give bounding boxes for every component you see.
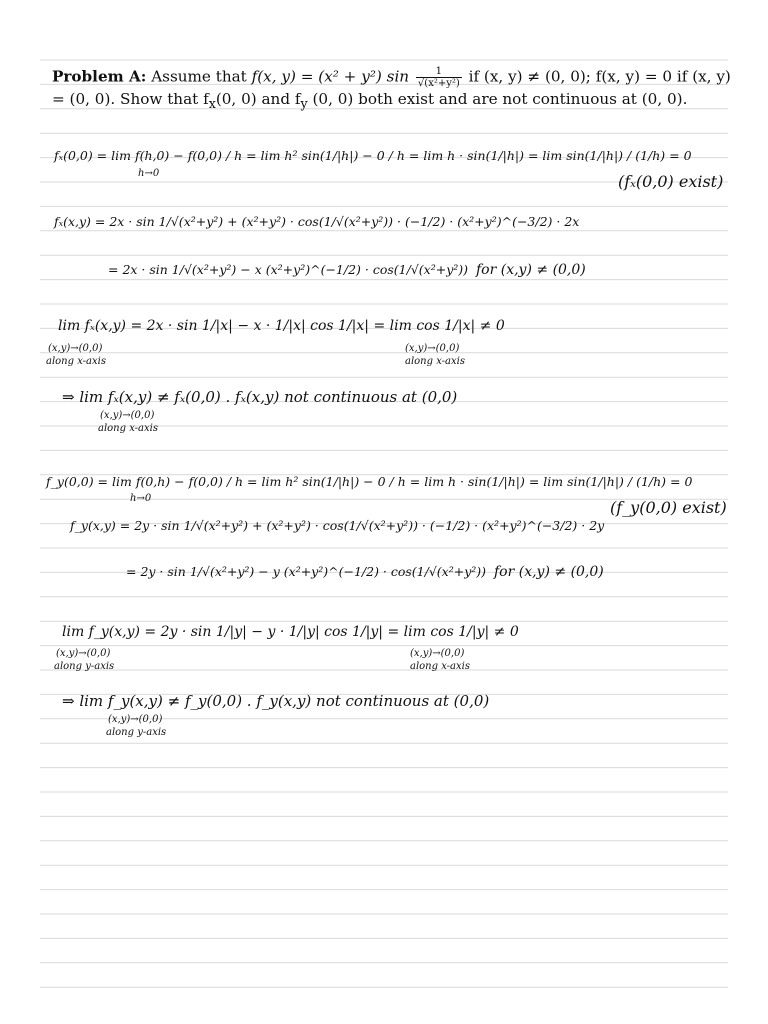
fx-derivative-line-2: = 2x · sin 1/√(x²+y²) − x (x²+y²)^(−1/2) · cos(1/√(x²+y²)) (108, 262, 469, 277)
problem-text-1: Assume that (151, 67, 247, 86)
fx-at-origin-limit-sub: h→0 (138, 168, 160, 179)
fy-derivative-line-2: = 2y · sin 1/√(x²+y²) − y (x²+y²)^(−1/2) · cos(1/√(x²+y²)) (126, 564, 487, 579)
fx-limit-sub-right: (x,y)→(0,0) (405, 343, 460, 354)
problem-text-2: if (x, y) ≠ (0, 0); f(x, y) = 0 (468, 67, 673, 86)
fx-conclusion-line: ⇒ lim fₓ(x,y) ≠ fₓ(0,0) . fₓ(x,y) not continuous at (0,0) (62, 388, 458, 406)
function-definition: f(x, y) = (x² + y²) sin (251, 67, 410, 86)
fx-conclusion-along: along x-axis (98, 423, 158, 434)
problem-text-4: (0, 0) and f (215, 90, 301, 108)
fx-limit-along-left: along x-axis (46, 356, 106, 367)
fraction-denominator: √(x²+y²) (417, 78, 460, 89)
fx-exist-note: (fₓ(0,0) exist) (618, 172, 724, 191)
problem-text-6: (0, 0). (641, 90, 688, 108)
problem-label: Problem A: (52, 67, 147, 86)
fy-derivative-line-1: f_y(x,y) = 2y · sin 1/√(x²+y²) + (x²+y²) · cos(1/√(x²+y²)) · (−1/2) · (x²+y²)^(−3/2) · 2y (70, 518, 605, 533)
fy-conclusion-line: ⇒ lim f_y(x,y) ≠ f_y(0,0) . f_y(x,y) not continuous at (0,0) (62, 692, 490, 710)
fy-limit-sub: (x,y)→(0,0) (56, 648, 111, 659)
inverse-radius-fraction (416, 66, 462, 89)
fy-limit-along-right: along x-axis (410, 661, 470, 672)
fy-limit-line: lim f_y(x,y) = 2y · sin 1/|y| − y · 1/|y| cos 1/|y| = lim cos 1/|y| ≠ 0 (62, 624, 519, 640)
fy-at-origin-limit-sub: h→0 (130, 493, 152, 504)
fy-at-origin-line: f_y(0,0) = lim f(0,h) − f(0,0) / h = lim h² sin(1/|h|) − 0 / h = lim h · sin(1/|h|) = lim sin(1/|h|) / (1/h) = 0 (46, 474, 693, 489)
problem-text-3: if (x, y) = (0, 0). Show that f (52, 67, 731, 108)
fx-limit-sub: (x,y)→(0,0) (48, 343, 103, 354)
problem-text-5: (0, 0) both exist and are not continuous at (312, 90, 637, 108)
fy-conclusion-sub: (x,y)→(0,0) (108, 714, 163, 725)
fx-at-origin-line: fₓ(0,0) = lim f(h,0) − f(0,0) / h = lim h² sin(1/|h|) − 0 / h = lim h · sin(1/|h|) = lim sin(1/|h|) / (1/h) = 0 (54, 148, 692, 163)
fx-limit-along-right: along x-axis (405, 356, 465, 367)
fy-exist-note: (f_y(0,0) exist) (610, 498, 727, 517)
fx-derivative-line-1: fₓ(x,y) = 2x · sin 1/√(x²+y²) + (x²+y²) · cos(1/√(x²+y²)) · (−1/2) · (x²+y²)^(−3/2) · 2x (54, 214, 580, 229)
fx-limit-along-x-line: lim fₓ(x,y) = 2x · sin 1/|x| − x · 1/|x| cos 1/|x| = lim cos 1/|x| ≠ 0 (58, 318, 505, 334)
fx-conclusion-sub: (x,y)→(0,0) (100, 410, 155, 421)
fy-limit-sub-right: (x,y)→(0,0) (410, 648, 465, 659)
subscript-y: y (300, 96, 308, 112)
fx-derivative-condition: for (x,y) ≠ (0,0) (476, 262, 586, 278)
fy-limit-along-left: along y-axis (54, 661, 115, 672)
fy-derivative-condition: for (x,y) ≠ (0,0) (494, 564, 604, 580)
problem-statement (52, 66, 732, 115)
subscript-x: x (208, 96, 216, 112)
fy-conclusion-along: along y-axis (106, 727, 167, 738)
fraction-numerator: 1 (416, 66, 462, 78)
